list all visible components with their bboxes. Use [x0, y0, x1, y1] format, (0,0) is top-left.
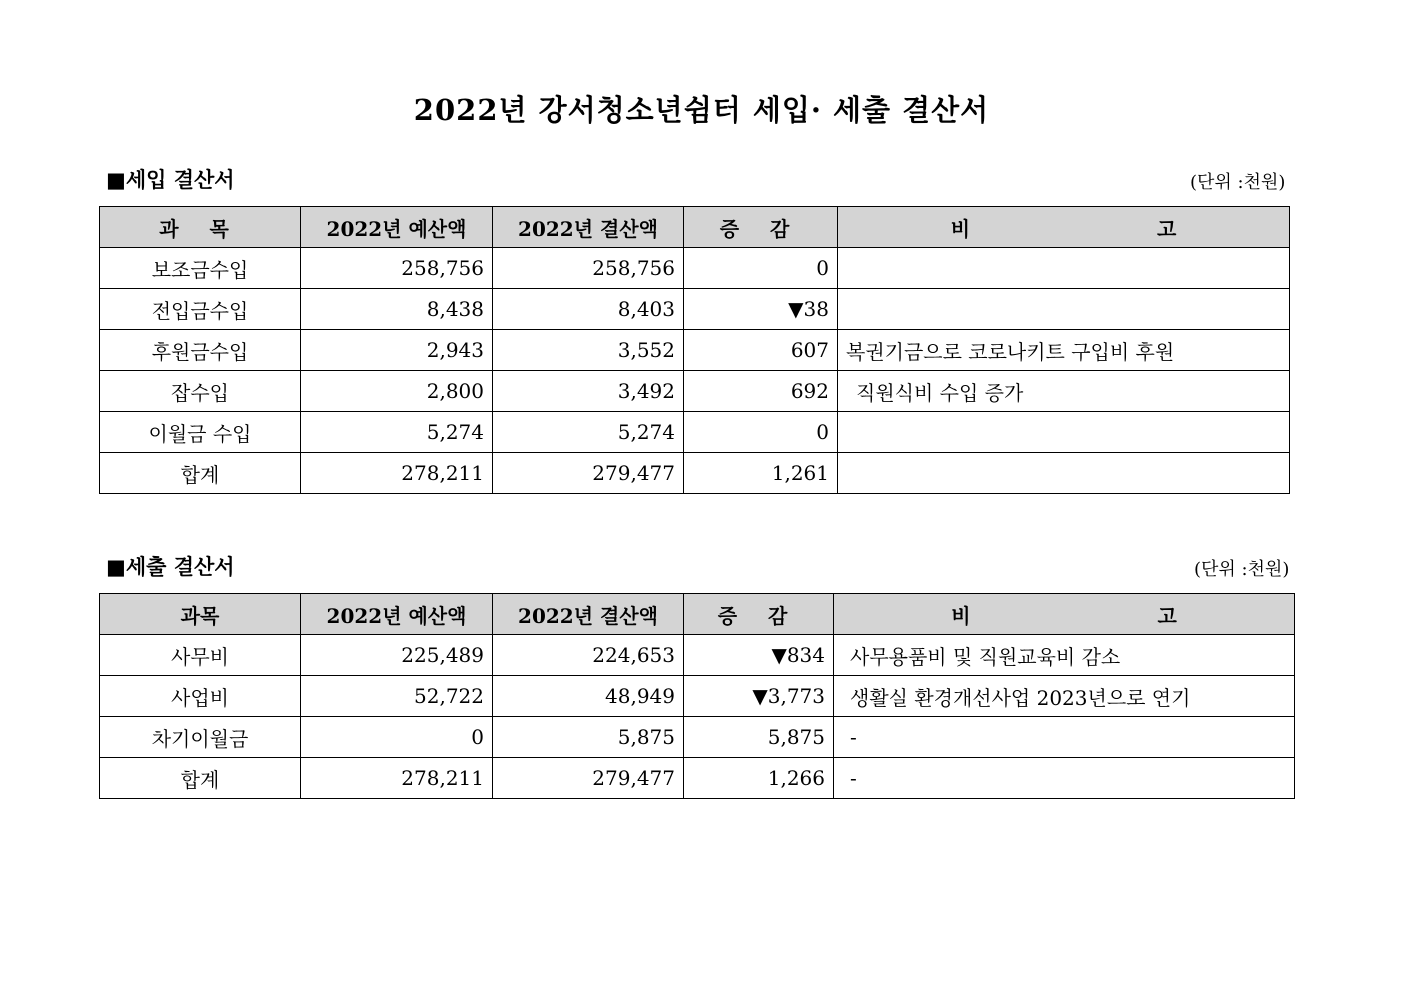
column-header-budget: 2022년 예산액: [301, 207, 493, 248]
table-row: [100, 717, 1295, 758]
diff-cell: ▼3,773: [684, 676, 834, 717]
diff-cell: 0: [684, 248, 838, 289]
budget-cell: 258,756: [301, 248, 493, 289]
item-cell: 합계: [100, 453, 301, 494]
document-title: 2022년 강서청소년쉼터 세입· 세출 결산서: [413, 93, 990, 127]
note-cell: 복권기금으로 코로나키트 구입비 후원: [838, 330, 1290, 371]
item-cell: 사업비: [100, 676, 301, 717]
table-row: [100, 676, 1295, 717]
note-cell: 생활실 환경개선사업 2023년으로 연기: [834, 676, 1295, 717]
expenditure-unit-label: (단위 :천원): [1194, 559, 1290, 580]
diff-cell: 692: [684, 371, 838, 412]
revenue-unit-label: (단위 :천원): [1190, 172, 1286, 193]
expenditure-heading: ■세출 결산서: [106, 554, 235, 579]
table-row: [100, 412, 1290, 453]
item-cell: 합계: [100, 758, 301, 799]
diff-cell: ▼834: [684, 635, 834, 676]
column-header-diff: 증 감: [684, 594, 834, 635]
item-cell: 잡수입: [100, 371, 301, 412]
settled-cell: 258,756: [493, 248, 684, 289]
item-cell: 전입금수입: [100, 289, 301, 330]
note-cell: [838, 412, 1290, 453]
total-row: [100, 758, 1295, 799]
note-cell: [838, 248, 1290, 289]
diff-cell: 0: [684, 412, 838, 453]
diff-cell: 5,875: [684, 717, 834, 758]
diff-cell: 607: [684, 330, 838, 371]
note-cell: -: [834, 717, 1295, 758]
table-row: [100, 289, 1290, 330]
revenue-header-row: [100, 207, 1290, 248]
note-cell: -: [834, 758, 1295, 799]
budget-cell: 225,489: [301, 635, 493, 676]
table-row: [100, 635, 1295, 676]
column-header-settled: 2022년 결산액: [493, 207, 684, 248]
column-header-note: 비 고: [838, 207, 1290, 248]
note-cell: [838, 453, 1290, 494]
revenue-table: [99, 206, 1290, 494]
settled-cell: 8,403: [493, 289, 684, 330]
settled-cell: 224,653: [493, 635, 684, 676]
budget-cell: 2,943: [301, 330, 493, 371]
item-cell: 차기이월금: [100, 717, 301, 758]
column-header-diff: 증 감: [684, 207, 838, 248]
budget-cell: 8,438: [301, 289, 493, 330]
note-cell: 사무용품비 및 직원교육비 감소: [834, 635, 1295, 676]
budget-cell: 0: [301, 717, 493, 758]
item-cell: 사무비: [100, 635, 301, 676]
budget-cell: 2,800: [301, 371, 493, 412]
total-row: [100, 453, 1290, 494]
item-cell: 후원금수입: [100, 330, 301, 371]
column-header-item: 과목: [100, 594, 301, 635]
table-row: [100, 371, 1290, 412]
budget-cell: 5,274: [301, 412, 493, 453]
expenditure-header-row: [100, 594, 1295, 635]
settled-cell: 279,477: [493, 453, 684, 494]
diff-cell: ▼38: [684, 289, 838, 330]
diff-cell: 1,266: [684, 758, 834, 799]
item-cell: 이월금 수입: [100, 412, 301, 453]
settled-cell: 5,274: [493, 412, 684, 453]
item-cell: 보조금수입: [100, 248, 301, 289]
settled-cell: 3,552: [493, 330, 684, 371]
expenditure-table: [99, 593, 1295, 799]
budget-cell: 52,722: [301, 676, 493, 717]
column-header-note: 비 고: [834, 594, 1295, 635]
diff-cell: 1,261: [684, 453, 838, 494]
settled-cell: 3,492: [493, 371, 684, 412]
table-row: [100, 330, 1290, 371]
column-header-item: 과 목: [100, 207, 301, 248]
table-row: [100, 248, 1290, 289]
column-header-settled: 2022년 결산액: [493, 594, 684, 635]
settled-cell: 279,477: [493, 758, 684, 799]
note-cell: [838, 289, 1290, 330]
column-header-budget: 2022년 예산액: [301, 594, 493, 635]
budget-cell: 278,211: [301, 758, 493, 799]
settled-cell: 48,949: [493, 676, 684, 717]
budget-cell: 278,211: [301, 453, 493, 494]
note-cell: 직원식비 수입 증가: [838, 371, 1290, 412]
settled-cell: 5,875: [493, 717, 684, 758]
revenue-heading: ■세입 결산서: [106, 167, 235, 192]
